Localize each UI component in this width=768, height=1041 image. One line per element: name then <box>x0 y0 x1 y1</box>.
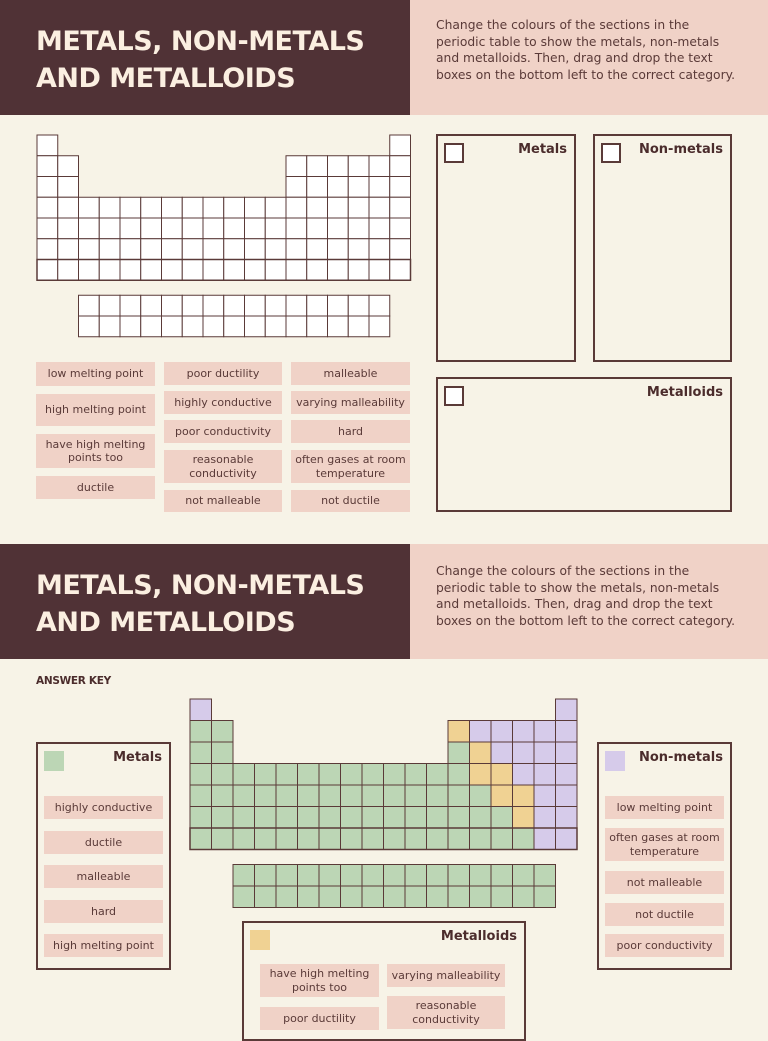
element-cell <box>141 260 162 281</box>
instructions-text: Change the colours of the sections in the periodic table to show the metals, non-metals and metalloids. Then, drag and drop the text boxes on the bottom left to the correct category. <box>436 18 736 82</box>
element-cell <box>384 807 406 829</box>
metals-color-swatch[interactable] <box>444 143 464 163</box>
element-cell <box>405 886 427 908</box>
element-cell <box>319 807 341 829</box>
periodic-table-answer <box>184 693 584 913</box>
text-chip[interactable]: often gases at room temperature <box>291 450 410 483</box>
element-cell <box>99 260 120 281</box>
element-cell <box>212 807 234 829</box>
element-cell <box>212 785 234 807</box>
element-cell <box>427 764 449 786</box>
element-cell <box>341 865 363 887</box>
element-cell <box>286 156 307 177</box>
element-cell <box>99 316 120 337</box>
element-cell <box>286 218 307 239</box>
element-cell <box>491 807 513 829</box>
element-cell <box>58 239 79 260</box>
element-cell <box>203 260 224 281</box>
element-cell <box>369 316 390 337</box>
element-cell <box>224 295 245 316</box>
element-cell <box>203 316 224 337</box>
element-cell <box>307 218 328 239</box>
element-cell <box>79 260 100 281</box>
element-cell <box>307 260 328 281</box>
element-cell <box>255 886 277 908</box>
element-cell <box>276 886 298 908</box>
element-cell <box>348 177 369 198</box>
element-cell <box>390 135 411 156</box>
text-chip[interactable]: have high melting points too <box>36 434 155 468</box>
element-cell <box>58 177 79 198</box>
element-cell <box>79 239 100 260</box>
metalloids-label: Metalloids <box>646 385 723 400</box>
element-cell <box>245 260 266 281</box>
element-cell <box>298 886 320 908</box>
answer-chip: often gases at room temperature <box>605 828 724 861</box>
element-cell <box>362 865 384 887</box>
element-cell <box>491 721 513 743</box>
element-cell <box>265 239 286 260</box>
element-cell <box>233 764 255 786</box>
element-cell <box>224 239 245 260</box>
element-cell <box>427 785 449 807</box>
element-cell <box>556 721 578 743</box>
element-cell <box>99 218 120 239</box>
text-chip[interactable]: poor ductility <box>164 362 282 385</box>
element-cell <box>298 865 320 887</box>
element-cell <box>362 828 384 850</box>
text-chip[interactable]: varying malleability <box>291 391 410 414</box>
metalloids-label: Metalloids <box>440 929 517 944</box>
element-cell <box>212 721 234 743</box>
answer-chip: malleable <box>44 865 163 888</box>
element-cell <box>328 197 349 218</box>
element-cell <box>405 785 427 807</box>
element-cell <box>427 807 449 829</box>
element-cell <box>265 218 286 239</box>
element-cell <box>276 764 298 786</box>
element-cell <box>328 260 349 281</box>
element-cell <box>534 785 556 807</box>
element-cell <box>224 218 245 239</box>
element-cell <box>470 886 492 908</box>
element-cell <box>162 239 183 260</box>
element-cell <box>448 886 470 908</box>
element-cell <box>37 260 58 281</box>
metals-drop-box[interactable] <box>436 134 576 362</box>
element-cell <box>265 316 286 337</box>
element-cell <box>37 197 58 218</box>
element-cell <box>348 197 369 218</box>
element-cell <box>534 764 556 786</box>
element-cell <box>120 260 141 281</box>
element-cell <box>79 295 100 316</box>
element-cell <box>556 807 578 829</box>
element-cell <box>534 865 556 887</box>
element-cell <box>369 295 390 316</box>
title-banner-bottom <box>0 544 410 659</box>
element-cell <box>255 785 277 807</box>
element-cell <box>307 316 328 337</box>
text-chip[interactable]: reasonable conductivity <box>164 450 282 483</box>
element-cell <box>141 197 162 218</box>
element-cell <box>319 886 341 908</box>
element-cell <box>348 260 369 281</box>
text-chip[interactable]: highly conductive <box>164 391 282 414</box>
element-cell <box>224 260 245 281</box>
text-chip[interactable]: ductile <box>36 476 155 499</box>
element-cell <box>556 828 578 850</box>
periodic-table-blank[interactable] <box>30 128 420 340</box>
element-cell <box>534 828 556 850</box>
text-chip[interactable]: malleable <box>291 362 410 385</box>
element-cell <box>286 295 307 316</box>
element-cell <box>384 764 406 786</box>
element-cell <box>513 764 535 786</box>
element-cell <box>58 218 79 239</box>
element-cell <box>224 316 245 337</box>
instructions-text: Change the colours of the sections in the periodic table to show the metals, non-metals and metalloids. Then, drag and drop the text boxes on the bottom left to the correct category. <box>436 564 736 628</box>
element-cell <box>427 865 449 887</box>
element-cell <box>328 295 349 316</box>
element-cell <box>79 218 100 239</box>
text-chip[interactable]: low melting point <box>36 362 155 386</box>
element-cell <box>405 828 427 850</box>
element-cell <box>233 785 255 807</box>
element-cell <box>120 218 141 239</box>
element-cell <box>556 764 578 786</box>
element-cell <box>190 764 212 786</box>
text-chip[interactable]: high melting point <box>36 394 155 426</box>
element-cell <box>233 886 255 908</box>
element-cell <box>390 260 411 281</box>
element-cell <box>162 260 183 281</box>
element-cell <box>328 156 349 177</box>
text-chip[interactable]: not ductile <box>291 490 410 512</box>
element-cell <box>362 764 384 786</box>
element-cell <box>265 295 286 316</box>
element-cell <box>470 785 492 807</box>
element-cell <box>233 865 255 887</box>
element-cell <box>203 218 224 239</box>
element-cell <box>37 239 58 260</box>
element-cell <box>319 764 341 786</box>
element-cell <box>369 156 390 177</box>
element-cell <box>534 742 556 764</box>
element-cell <box>212 742 234 764</box>
element-cell <box>319 828 341 850</box>
element-cell <box>405 764 427 786</box>
element-cell <box>513 865 535 887</box>
element-cell <box>37 218 58 239</box>
element-cell <box>79 316 100 337</box>
element-cell <box>348 218 369 239</box>
element-cell <box>390 156 411 177</box>
element-cell <box>390 239 411 260</box>
element-cell <box>341 807 363 829</box>
metals-label: Metals <box>518 142 567 157</box>
element-cell <box>362 886 384 908</box>
text-chip[interactable]: poor conductivity <box>164 420 282 443</box>
element-cell <box>384 785 406 807</box>
element-cell <box>448 807 470 829</box>
element-cell <box>286 316 307 337</box>
element-cell <box>190 828 212 850</box>
element-cell <box>245 197 266 218</box>
element-cell <box>307 295 328 316</box>
element-cell <box>319 785 341 807</box>
element-cell <box>182 295 203 316</box>
answer-chip: varying malleability <box>387 964 505 987</box>
element-cell <box>182 197 203 218</box>
element-cell <box>362 807 384 829</box>
element-cell <box>328 177 349 198</box>
instructions-panel-top <box>410 0 768 115</box>
element-cell <box>369 239 390 260</box>
element-cell <box>162 218 183 239</box>
element-cell <box>37 177 58 198</box>
element-cell <box>513 886 535 908</box>
element-cell <box>348 239 369 260</box>
element-cell <box>245 295 266 316</box>
element-cell <box>203 239 224 260</box>
page-title: METALS, NON-METALS AND METALLOIDS <box>36 26 365 94</box>
element-cell <box>245 316 266 337</box>
element-cell <box>286 197 307 218</box>
element-cell <box>369 177 390 198</box>
element-cell <box>190 807 212 829</box>
element-cell <box>99 239 120 260</box>
answer-chip: poor conductivity <box>605 934 724 957</box>
element-cell <box>286 177 307 198</box>
element-cell <box>99 295 120 316</box>
metalloids-color-swatch <box>250 930 270 950</box>
element-cell <box>470 721 492 743</box>
answer-chip: ductile <box>44 831 163 854</box>
element-cell <box>448 828 470 850</box>
element-cell <box>319 865 341 887</box>
element-cell <box>58 260 79 281</box>
element-cell <box>298 828 320 850</box>
element-cell <box>203 295 224 316</box>
element-cell <box>37 135 58 156</box>
element-cell <box>265 260 286 281</box>
metalloids-drop-box[interactable] <box>436 377 732 512</box>
element-cell <box>276 807 298 829</box>
element-cell <box>491 865 513 887</box>
metals-label: Metals <box>113 750 162 765</box>
element-cell <box>348 295 369 316</box>
element-cell <box>341 828 363 850</box>
element-cell <box>182 260 203 281</box>
element-cell <box>255 807 277 829</box>
element-cell <box>307 156 328 177</box>
element-cell <box>233 807 255 829</box>
element-cell <box>427 886 449 908</box>
element-cell <box>298 764 320 786</box>
element-cell <box>224 197 245 218</box>
title-banner-top <box>0 0 410 115</box>
element-cell <box>212 828 234 850</box>
element-cell <box>405 807 427 829</box>
element-cell <box>513 742 535 764</box>
element-cell <box>448 742 470 764</box>
element-cell <box>556 699 578 721</box>
element-cell <box>384 828 406 850</box>
element-cell <box>162 295 183 316</box>
element-cell <box>276 828 298 850</box>
text-chip[interactable]: hard <box>291 420 410 443</box>
element-cell <box>120 316 141 337</box>
element-cell <box>513 807 535 829</box>
element-cell <box>99 197 120 218</box>
element-cell <box>276 785 298 807</box>
element-cell <box>233 828 255 850</box>
element-cell <box>448 721 470 743</box>
element-cell <box>384 886 406 908</box>
element-cell <box>255 828 277 850</box>
answer-chip: poor ductility <box>260 1007 379 1030</box>
element-cell <box>120 295 141 316</box>
element-cell <box>190 785 212 807</box>
element-cell <box>298 807 320 829</box>
element-cell <box>369 218 390 239</box>
element-cell <box>212 764 234 786</box>
element-cell <box>255 764 277 786</box>
answer-chip: highly conductive <box>44 796 163 819</box>
element-cell <box>307 197 328 218</box>
element-cell <box>448 865 470 887</box>
element-cell <box>362 785 384 807</box>
element-cell <box>513 828 535 850</box>
element-cell <box>405 865 427 887</box>
element-cell <box>369 197 390 218</box>
element-cell <box>470 828 492 850</box>
element-cell <box>245 239 266 260</box>
element-cell <box>79 197 100 218</box>
element-cell <box>255 865 277 887</box>
element-cell <box>448 785 470 807</box>
element-cell <box>491 764 513 786</box>
element-cell <box>348 156 369 177</box>
answer-key-heading: ANSWER KEY <box>36 675 111 687</box>
element-cell <box>162 197 183 218</box>
element-cell <box>448 764 470 786</box>
element-cell <box>328 316 349 337</box>
page-title: METALS, NON-METALS AND METALLOIDS <box>36 570 365 638</box>
element-cell <box>276 865 298 887</box>
answer-chip: hard <box>44 900 163 923</box>
answer-chip: not malleable <box>605 871 724 894</box>
nonmetals-label: Non-metals <box>638 750 723 765</box>
element-cell <box>58 197 79 218</box>
element-cell <box>427 828 449 850</box>
element-cell <box>491 742 513 764</box>
element-cell <box>513 785 535 807</box>
element-cell <box>384 865 406 887</box>
answer-chip: high melting point <box>44 934 163 957</box>
element-cell <box>341 764 363 786</box>
answer-chip: have high melting points too <box>260 964 379 997</box>
element-cell <box>286 260 307 281</box>
element-cell <box>328 218 349 239</box>
element-cell <box>162 316 183 337</box>
element-cell <box>534 886 556 908</box>
element-cell <box>37 156 58 177</box>
element-cell <box>390 218 411 239</box>
instructions-panel-bottom <box>410 544 768 659</box>
element-cell <box>348 316 369 337</box>
element-cell <box>534 721 556 743</box>
element-cell <box>120 239 141 260</box>
element-cell <box>307 177 328 198</box>
element-cell <box>182 316 203 337</box>
element-cell <box>328 239 349 260</box>
element-cell <box>470 742 492 764</box>
element-cell <box>470 764 492 786</box>
nonmetals-color-swatch[interactable] <box>601 143 621 163</box>
element-cell <box>245 218 266 239</box>
element-cell <box>182 218 203 239</box>
element-cell <box>556 742 578 764</box>
nonmetals-color-swatch <box>605 751 625 771</box>
nonmetals-label: Non-metals <box>638 142 723 157</box>
text-chip[interactable]: not malleable <box>164 490 282 512</box>
element-cell <box>341 785 363 807</box>
element-cell <box>513 721 535 743</box>
element-cell <box>141 218 162 239</box>
metals-color-swatch <box>44 751 64 771</box>
element-cell <box>556 785 578 807</box>
element-cell <box>141 295 162 316</box>
answer-chip: not ductile <box>605 903 724 926</box>
element-cell <box>203 197 224 218</box>
element-cell <box>390 177 411 198</box>
element-cell <box>491 785 513 807</box>
element-cell <box>141 316 162 337</box>
element-cell <box>190 742 212 764</box>
nonmetals-drop-box[interactable] <box>593 134 732 362</box>
element-cell <box>190 721 212 743</box>
element-cell <box>491 886 513 908</box>
element-cell <box>341 886 363 908</box>
element-cell <box>491 828 513 850</box>
element-cell <box>298 785 320 807</box>
element-cell <box>369 260 390 281</box>
answer-chip: reasonable conductivity <box>387 996 505 1029</box>
element-cell <box>182 239 203 260</box>
answer-chip: low melting point <box>605 796 724 819</box>
element-cell <box>190 699 212 721</box>
element-cell <box>534 807 556 829</box>
metalloids-color-swatch[interactable] <box>444 386 464 406</box>
element-cell <box>141 239 162 260</box>
element-cell <box>470 865 492 887</box>
element-cell <box>470 807 492 829</box>
element-cell <box>286 239 307 260</box>
element-cell <box>265 197 286 218</box>
element-cell <box>58 156 79 177</box>
element-cell <box>120 197 141 218</box>
element-cell <box>307 239 328 260</box>
element-cell <box>390 197 411 218</box>
